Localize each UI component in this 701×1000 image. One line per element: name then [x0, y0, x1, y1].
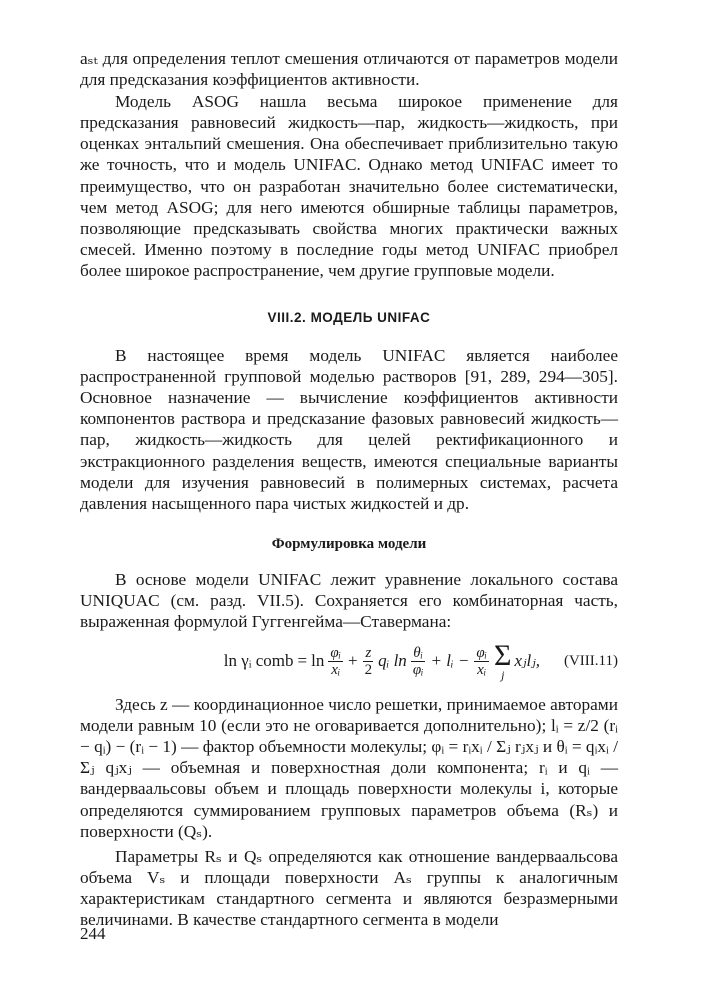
- eq-ln: ln: [311, 651, 325, 671]
- paragraph-formulation: В основе модели UNIFAC лежит уравнение локального состава UNIQUAC (см. разд. VII.5). Сохраняется его комбинаторная часть, выраженная формулой Гуггенгейма—Ставермана:: [80, 569, 618, 631]
- page-body: [80, 48, 618, 930]
- eq-frac-num: φᵢ: [330, 644, 342, 661]
- sigma-symbol: Σ: [494, 639, 512, 673]
- page-number: 244: [80, 924, 106, 943]
- paragraph-parameters: Параметры Rₛ и Qₛ определяются как отношение вандерваальсова объема Vₛ и площади поверхности Aₛ группы к аналогичным характеристикам стандартного сегмента и являются безразмерными величинами. В качестве стандартного сегмента в модели: [80, 846, 618, 929]
- paragraph-asog: Модель ASOG нашла весьма широкое применение для предсказания равновесий жидкость—пар, жидкость—жидкость, при оценках энтальпий смешения. Она обеспечивает приблизительно такую же точность, что и модель UNIFAC. Однако метод UNIFAC имеет то преимущество, что он разработан значительно более систематически, чем метод ASOG; для него имеются обширные таблицы параметров, позволяющие предсказывать свойства многих практически важных смесей. Именно поэтому в последние годы метод UNIFAC приобрел более широкое распространение, чем другие групповые модели.: [80, 92, 618, 280]
- paragraph-unifac-intro: В настоящее время модель UNIFAC является наиболее распространенной групповой моделью растворов [91, 289, 294—305]. Основное назначение — вычисление коэффициентов активности компонентов раствора и предсказание фазовых равновесий жидкость—пар, жидкость—жидкость для целей ректификационного и экстракционного разделения веществ, имеются специальные варианты модели для изучения равновесий в полимерных системах, расчета давления насыщенного пара чистых жидкостей и др.: [80, 346, 618, 513]
- eq-plus: +: [348, 651, 358, 671]
- eq-frac-z-2: [363, 645, 375, 678]
- eq-frac-theta-phi: [411, 645, 426, 678]
- eq-equals: =: [297, 651, 308, 671]
- eq-qi-ln: qᵢ ln: [378, 651, 407, 671]
- eq-lhs: ln γᵢ comb: [223, 651, 294, 671]
- equation-viii-11: [80, 632, 618, 690]
- paragraph-definitions: Здесь z — координационное число решетки, принимаемое авторами модели равным 10 (если это не оговаривается дополнительно); lᵢ = z/2 (rᵢ − qᵢ) − (rᵢ − 1) — фактор объемности молекулы; φᵢ = rᵢxᵢ / Σⱼ rⱼxⱼ и θᵢ = qᵢxᵢ / Σⱼ qⱼxⱼ — объемная и поверхностная доли компонента; rᵢ и qᵢ — вандерваальсовы объем и площадь поверхности молекулы i, которые определяются суммированием групповых параметров объема (Rₛ) и поверхности (Qₛ).: [80, 695, 618, 841]
- eq-frac-den: xᵢ: [331, 661, 341, 678]
- eq-frac-den: 2: [364, 661, 373, 678]
- eq-frac-phi-x: [328, 645, 343, 678]
- eq-plus-li: + lᵢ −: [430, 651, 470, 671]
- eq-frac-num: θᵢ: [413, 644, 424, 661]
- eq-frac-num: φᵢ: [476, 644, 488, 661]
- equation-number: (VIII.11): [563, 652, 618, 669]
- subsection-heading-formulation: Формулировка модели: [271, 535, 427, 552]
- eq-sum-term: xⱼlⱼ,: [514, 651, 540, 671]
- equation-body: [223, 639, 540, 683]
- eq-frac-den: xᵢ: [477, 661, 487, 678]
- section-heading-unifac: VIII.2. МОДЕЛЬ UNIFAC: [267, 310, 431, 326]
- eq-sum: [494, 639, 512, 683]
- eq-frac-phi-x-2: [474, 645, 489, 678]
- paragraph-continuation: aₛₜ для определения теплот смешения отличаются от параметров модели для предсказания коэффициентов активности.: [80, 49, 618, 90]
- sum-index: j: [501, 668, 505, 683]
- eq-frac-den: φᵢ: [412, 661, 424, 678]
- eq-frac-num: z: [365, 644, 372, 661]
